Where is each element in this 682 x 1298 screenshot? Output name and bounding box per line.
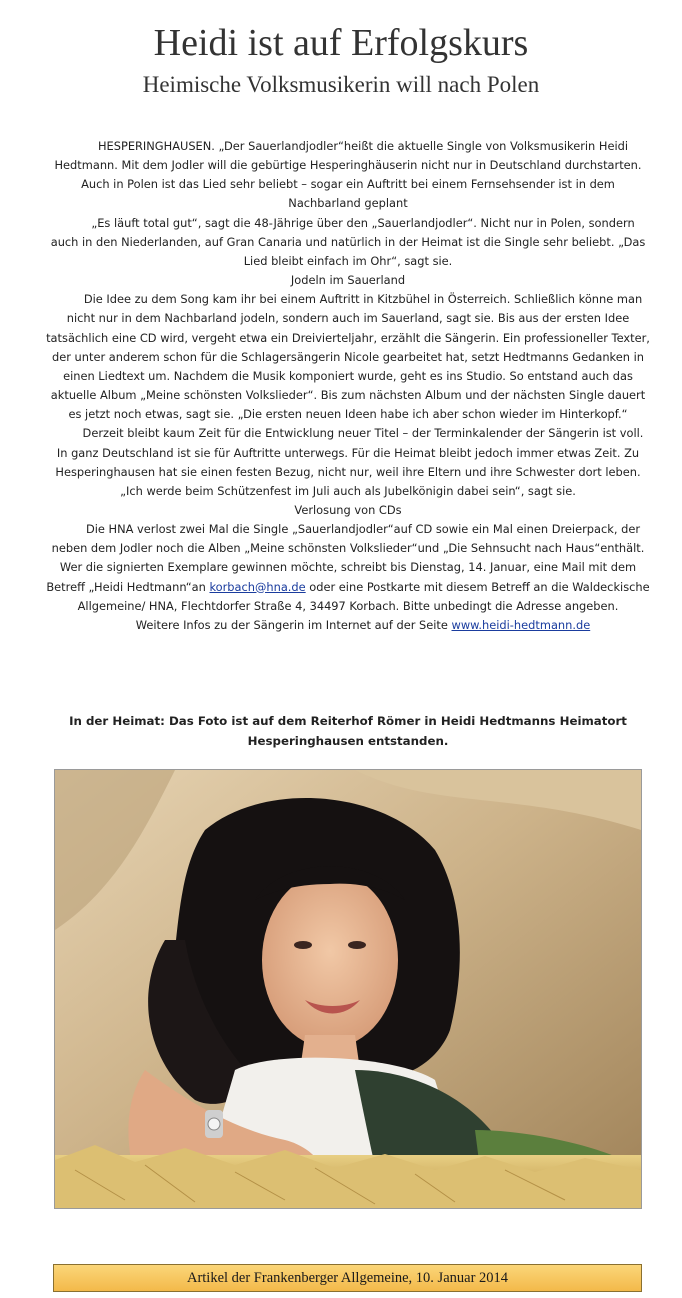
more-info-text: Weitere Infos zu der Sängerin im Internet auf der Seite [135,617,452,632]
paragraph-raffle [46,520,650,616]
paragraph-quote: „Es läuft total gut“, sagt die 48-Jährige über den „Sauerlandjodler“. Nicht nur in Polen, sondern auch in den Niederlanden, auf Gran Canaria und natürlich in der Heimat ist die Single sehr beliebt. „Das Lied bleibt einfach im Ohr“, sagt sie. [50,215,646,268]
article-body [46,137,650,635]
email-link[interactable]: korbach@hna.de [209,579,306,594]
website-link[interactable]: www.heidi-hedtmann.de [451,617,591,632]
paragraph-intro: HESPERINGHAUSEN. „Der Sauerlandjodler“heißt die aktuelle Single von Volksmusikerin Heidi Hedtmann. Mit dem Jodler will die gebürtige Hesperinghäuserin nicht nur in Deutschland durchstarten. Auch in Polen ist das Lied sehr beliebt – sogar ein Auftritt bei einem Fernsehsender ist in dem Nachbarland geplant [54,139,642,211]
paragraph-song-idea: Die Idee zu dem Song kam ihr bei einem Auftritt in Kitzbühel in Österreich. Schließlich könne man nicht nur in dem Nachbarland jodeln, sondern auch im Sauerland, sagt sie. Bis aus der ersten Idee tatsächlich eine CD wird, vergeht etwa ein Dreivierteljahr, erzählt die Sängerin. Ein professioneller Texter, der unter anderem schon für die Schlagersängerin Nicole gearbeitet hat, setzt Hedtmanns Gedanken in einen Liedtext um. Nachdem die Musik komponiert wurde, geht es ins Studio. So entstand auch das aktuelle Album „Meine schönsten Volkslieder“. Bis zum nächsten Album und der nächsten Single dauert es jetzt noch etwas, sagt sie. „Die ersten neuen Ideen habe ich aber schon wieder im Hinterkopf.“ [46,292,650,422]
paragraph-schedule: Derzeit bleibt kaum Zeit für die Entwicklung neuer Titel – der Terminkalender der Sängerin ist voll. In ganz Deutschland ist sie für Auftritte unterwegs. Für die Heimat bleibt jedoch immer etwas Zeit. Zu Hesperinghausen hat sie einen festen Bezug, nicht nur, weil ihre Eltern und ihre Schwester dort leben. „Ich werde beim Schützenfest im Juli auch als Jubelkönigin dabei sein“, sagt sie. [55,426,644,498]
raffle-text-end: oder eine Postkarte mit diesem Betreff an die Waldeckische Allgemeine/ HNA, Flechtdorfer Straße 4, 34497 Korbach. Bitte unbedingt die Adresse angeben. [77,579,650,613]
source-footer-bar: Artikel der Frankenberger Allgemeine, 10. Januar 2014 [53,1264,642,1292]
photo-caption: In der Heimat: Das Foto ist auf dem Reiterhof Römer in Heidi Hedtmanns Heimatort Hesperinghausen entstanden. [69,714,627,748]
article-photo [54,769,642,1209]
article-subheadline: Heimische Volksmusikerin will nach Polen [142,72,540,97]
raffle-text-start: Die HNA verlost zwei Mal die Single „Sauerlandjodler“auf CD sowie ein Mal einen Dreierpack, der neben dem Jodler noch die Alben „Meine schönsten Volkslieder“und „Die Sehnsucht nach Haus“enthält. Wer die signierten Exemplare gewinnen möchte, schreibt bis Dienstag, 14. Januar, eine Mail mit dem Betreff „Heidi Hedtmann“an [46,522,645,594]
section-heading-verlosung: Verlosung von CDs [294,502,402,517]
article-headline: Heidi ist auf Erfolgskurs [153,22,529,64]
paragraph-more-info [46,616,650,635]
section-heading-jodeln: Jodeln im Sauerland [290,273,406,288]
